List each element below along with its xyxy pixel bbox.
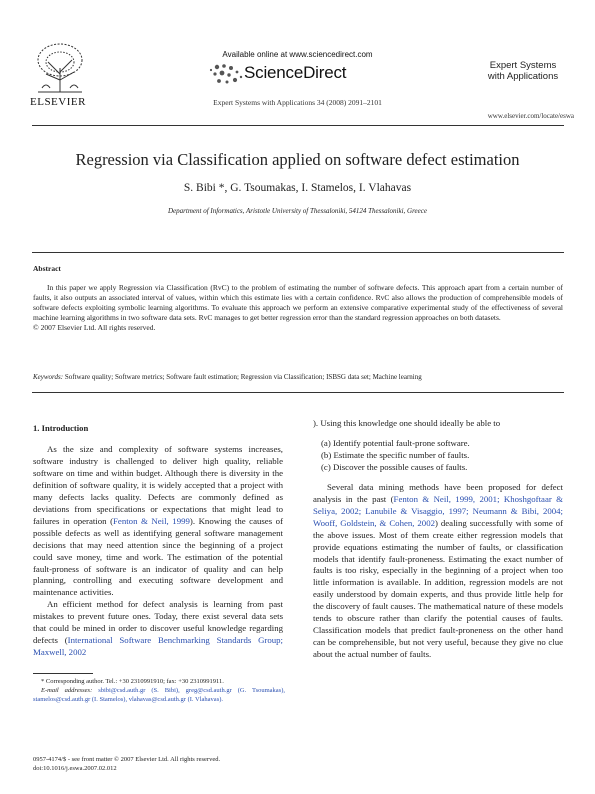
citation-link[interactable]: International Software Benchmarking Standards Group; Maxwell, 2002 xyxy=(33,635,283,658)
list-item: (a) Identify potential fault-prone software. xyxy=(321,437,470,448)
goals-list xyxy=(321,438,563,474)
available-online-text: Available online at www.sciencedirect.com xyxy=(222,50,373,59)
header-rule xyxy=(32,125,564,126)
journal-name: Expert Systems with Applications xyxy=(487,60,559,83)
right-column xyxy=(313,418,563,661)
journal-url-link[interactable]: www.elsevier.com/locate/eswa xyxy=(487,112,574,120)
intro-paragraph-1: As the size and complexity of software systems increases, software industry is challenged to deliver high quality, reliable software on time and within budget. Although there is diversity in the definition of software quality, it is widely accepted that a project with many defects lacks quality. Defects are commonly defined as deviations from specifications or expectations that might lead to failures in operation (Fenton & Neil, 1999). Knowing the causes of possible defects as well as identifying general software management decisions that may need attention since the beginning of a project could save money, time and work. The estimation of the potential fault-proness of software is an indicator of quality and can help planning, controlling and executing software development and maintenance activities. xyxy=(33,444,284,598)
abstract-heading: Abstract xyxy=(33,264,61,273)
intro-paragraph-3: Several data mining methods have been proposed for defect analysis in the past (Fenton & Neil, 1999, 2001; Khoshgoftaar & Seliya, 2002; Lanubile & Visaggio, 1997; Neumann & Bibi, 2004; Wooff, Goldstein, & Cohen, 2002) dealing successfully with some of the above issues. Most of them create either regression models that provide equations estimating the number of faults, or classification models that identify fault-proneness. Estimating the exact number of faults is too risky, especially in the beginning of a project when too little information is available. In addition, regression models are not easily understood by domain experts, and thus provide little help for the discovery of fault causes. The mathematical nature of these models tends to obscure rather than clarify the potential causes of faults. Classification models that predict fault-proneness on the other hand can be comprehensible, but not very useful, because they give no clue about the actual number of faults. xyxy=(313,481,563,660)
keywords-label: Keywords: xyxy=(33,373,64,381)
abstract-top-rule xyxy=(32,252,564,253)
journal-name-box xyxy=(474,60,572,83)
issn-block xyxy=(33,756,293,774)
author-emails[interactable]: sbibi@csd.auth.gr (S. Bibi), greg@csd.auth.gr (G. Tsoumakas), stamelos@csd.auth.gr (I. Stamelos), vlahavas@csd.auth.gr (I. Vlahavas). xyxy=(33,686,285,703)
emails-label: E-mail addresses: xyxy=(41,686,93,694)
list-item: (c) Discover the possible causes of faults. xyxy=(321,461,468,472)
author-list: S. Bibi *, G. Tsoumakas, I. Stamelos, I. Vlahavas xyxy=(183,182,412,194)
abstract-copyright: © 2007 Elsevier Ltd. All rights reserved. xyxy=(33,322,156,332)
keywords xyxy=(33,373,563,381)
citation-link[interactable]: Fenton & Neil, 1999 xyxy=(113,515,190,526)
list-item: (b) Estimate the specific number of faults. xyxy=(321,449,470,460)
abstract-bottom-rule xyxy=(32,392,564,393)
journal-reference: Expert Systems with Applications 34 (2008) 2091–2101 xyxy=(213,98,382,107)
abstract-text: In this paper we apply Regression via Classification (RvC) to the problem of estimating the number of software defects. This approach apart from a certain number of faults, it also outputs an associated interval of values, within which this estimate lies with a certain confidence. RvC also allows the production of comprehensible models of software defects exploiting symbolic learning algorithms. To evaluate this approach we perform an extensive comparative experimental study of the effectiveness of several machine learning algorithms in two software data sets. RvC manages to get better regression error than the standard regression approaches on both datasets. xyxy=(33,283,563,322)
issn-line: 0957-4174/$ - see front matter © 2007 Elsevier Ltd. All rights reserved. xyxy=(33,756,221,763)
footnote-rule xyxy=(33,673,93,674)
doi-line[interactable]: doi:10.1016/j.eswa.2007.02.012 xyxy=(33,764,117,772)
affiliation: Department of Informatics, Aristotle University of Thessaloniki, 54124 Thessaloniki, Greece xyxy=(168,207,427,215)
intro-paragraph-2-cont: ). Using this knowledge one should ideally be able to xyxy=(313,418,501,428)
footnote xyxy=(33,678,285,704)
section-heading-introduction: 1. Introduction xyxy=(33,423,89,433)
intro-paragraph-2: An efficient method for defect analysis is learning from past mistakes to prevent future ones. Today, there exist several data sets that could be mined in order to discover useful knowledge regarding defects (International Software Benchmarking Standards Group; Maxwell, 2002 xyxy=(33,599,283,658)
corresponding-author: * Corresponding author. Tel.: +30 2310991910; fax: +30 2310991911. xyxy=(41,678,224,685)
abstract-body xyxy=(33,283,563,332)
citation-link[interactable]: Fenton & Neil, 1999, 2001; Khoshgoftaar & Seliya, 2002; Lanubile & Visaggio, 1997; Neumann & Bibi, 2004; Wooff, Goldstein, & Cohen, 2002 xyxy=(313,493,563,528)
left-column xyxy=(33,444,283,659)
paper-title: Regression via Classification applied on software defect estimation xyxy=(75,150,520,169)
sciencedirect-brand: ScienceDirect xyxy=(244,63,347,82)
elsevier-wordmark: ELSEVIER xyxy=(30,96,86,108)
keywords-list: Software quality; Software metrics; Software fault estimation; Regression via Classification; ISBSG data set; Machine learning xyxy=(64,373,422,381)
